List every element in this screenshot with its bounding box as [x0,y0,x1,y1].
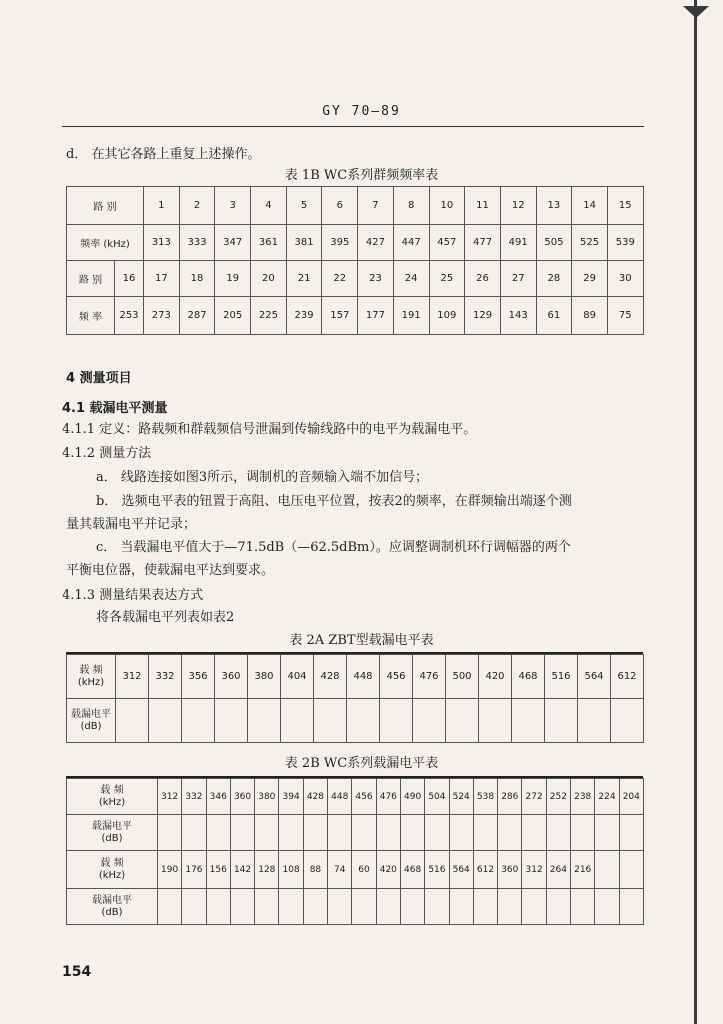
t1b-cell: 457 [429,225,465,261]
t2b-cell: 428 [303,779,327,815]
table-row [67,699,644,743]
table-row [67,851,644,889]
t2b-empty-cell [473,889,497,925]
t1b-cell: 2 [179,187,215,225]
t2b-cell: 312 [522,851,546,889]
step-b-line2: 量其载漏电平并记录； [66,517,197,532]
table-row [67,261,644,297]
t2a-cell: 516 [545,655,578,699]
t2b-cell: 286 [498,779,522,815]
t2b-cell: 108 [279,851,303,889]
table-row [67,225,644,261]
t1b-cell: 253 [115,297,144,335]
t2b-cell: 252 [546,779,570,815]
t2a-empty-cell [182,699,215,743]
t1b-cell: 27 [500,261,536,297]
t2b-level-label: 载漏电平 (dB) [67,815,158,851]
t2b-cell: 394 [279,779,303,815]
t2b-freq-label-2: 载 频 (kHz) [67,851,158,889]
t2b-cell: 272 [522,779,546,815]
table-row [67,187,644,225]
t2a-empty-cell [347,699,380,743]
t2b-cell: 456 [352,779,376,815]
t1b-cell: 15 [607,187,643,225]
t2b-cell: 74 [328,851,352,889]
t2a-empty-cell [446,699,479,743]
t2b-cell: 538 [473,779,497,815]
t1b-cell: 20 [251,261,287,297]
t2b-cell: 504 [425,779,449,815]
t1b-cell: 191 [393,297,429,335]
t2b-empty-cell [206,889,230,925]
t2b-empty-cell [158,815,182,851]
t1b-cell: 273 [144,297,180,335]
step-c-line1: c． 当载漏电平值大于—71.5dB（—62.5dBm）。应调整调制机环行调幅器的两个 [96,540,571,555]
t1b-cell: 7 [358,187,394,225]
t2b-empty-cell [230,815,254,851]
t1b-cell: 61 [536,297,572,335]
t2b-cell: 468 [400,851,424,889]
t1b-cell: 26 [465,261,501,297]
t2a-cell: 428 [314,655,347,699]
t2b-empty-cell [279,889,303,925]
t1b-cell: 4 [251,187,287,225]
t2b-empty-cell [303,889,327,925]
table-row [67,815,644,851]
t2b-cell: 332 [182,779,206,815]
t2b-empty-cell [449,889,473,925]
t2b-empty-cell [400,889,424,925]
t2b-cell: 238 [571,779,595,815]
t1b-cell: 22 [322,261,358,297]
t2b-cell [619,851,643,889]
t2b-empty-cell [352,889,376,925]
t2b-empty-cell [546,815,570,851]
t1b-row1-label: 路 别 [67,187,144,225]
t1b-cell: 11 [465,187,501,225]
t2a-cell: 500 [446,655,479,699]
t2b-freq-label: 载 频 (kHz) [67,779,158,815]
t1b-cell: 24 [393,261,429,297]
t2b-cell: 420 [376,851,400,889]
t2a-cell: 564 [578,655,611,699]
t1b-cell: 109 [429,297,465,335]
t2a-empty-cell [380,699,413,743]
t2b-empty-cell [182,889,206,925]
t2b-empty-cell [425,889,449,925]
t1b-cell: 18 [179,261,215,297]
t2a-cell: 456 [380,655,413,699]
clause-4-1-2: 4.1.2 测量方法 [62,446,152,461]
header-rule [62,126,644,127]
t2b-cell: 380 [255,779,279,815]
t1b-cell: 539 [607,225,643,261]
t2b-empty-cell [425,815,449,851]
table-2b-caption: 表 2B WC系列载漏电平表 [284,756,439,771]
t1b-cell: 16 [115,261,144,297]
t2b-cell: 360 [230,779,254,815]
t1b-cell: 8 [393,187,429,225]
t1b-cell: 75 [607,297,643,335]
t2b-empty-cell [352,815,376,851]
t2a-cell: 360 [215,655,248,699]
t1b-cell: 29 [572,261,608,297]
t2a-empty-cell [413,699,446,743]
t2a-empty-cell [314,699,347,743]
t1b-cell: 177 [358,297,394,335]
section-4-1-heading: 4.1 载漏电平测量 [62,401,168,416]
t1b-cell: 287 [179,297,215,335]
page-header: GY 70—89 [322,104,401,119]
t2b-cell: 524 [449,779,473,815]
t2a-cell: 468 [512,655,545,699]
t2b-cell: 142 [230,851,254,889]
t1b-cell: 6 [322,187,358,225]
t2a-cell: 420 [479,655,512,699]
t2b-cell: 346 [206,779,230,815]
t2b-cell: 360 [498,851,522,889]
t2b-cell: 156 [206,851,230,889]
table-row [67,779,644,815]
t1b-cell: 239 [286,297,322,335]
t2a-empty-cell [578,699,611,743]
t2b-empty-cell [158,889,182,925]
t1b-cell: 333 [179,225,215,261]
t2a-empty-cell [512,699,545,743]
t1b-cell: 525 [572,225,608,261]
t2b-empty-cell [498,815,522,851]
t2b-empty-cell [449,815,473,851]
table-2b [66,778,644,925]
t1b-cell: 491 [500,225,536,261]
t2b-empty-cell [182,815,206,851]
t1b-cell: 5 [286,187,322,225]
t2a-cell: 404 [281,655,314,699]
t2b-empty-cell [230,889,254,925]
t2a-cell: 380 [248,655,281,699]
t1b-cell: 1 [144,187,180,225]
t2a-empty-cell [545,699,578,743]
t2b-empty-cell [546,889,570,925]
t1b-cell: 347 [215,225,251,261]
t2b-cell: 516 [425,851,449,889]
t2a-empty-cell [248,699,281,743]
t2a-empty-cell [215,699,248,743]
t2b-empty-cell [376,815,400,851]
t1b-cell: 205 [215,297,251,335]
t2b-empty-cell [255,815,279,851]
t2a-empty-cell [116,699,149,743]
step-c-line2: 平衡电位器，使载漏电平达到要求。 [66,563,275,578]
t2b-cell: 612 [473,851,497,889]
t2a-cell: 612 [611,655,644,699]
t1b-row3-label: 路 别 [67,261,115,297]
t2b-empty-cell [595,815,619,851]
t2b-empty-cell [571,889,595,925]
t2b-empty-cell [619,889,643,925]
step-b-line1: b． 选频电平表的钮置于高阻、电压电平位置，按表2的频率，在群频输出端逐个测 [96,494,572,509]
table-2a [66,654,644,743]
t1b-cell: 129 [465,297,501,335]
clause-4-1-3: 4.1.3 测量结果表达方式 [62,588,204,603]
t2b-cell: 224 [595,779,619,815]
t1b-cell: 19 [215,261,251,297]
t1b-cell: 23 [358,261,394,297]
t1b-row2-label: 频率 (kHz) [67,225,144,261]
t2b-empty-cell [376,889,400,925]
table-row [67,297,644,335]
t2a-empty-cell [479,699,512,743]
t2b-empty-cell [303,815,327,851]
t2b-cell: 448 [328,779,352,815]
t1b-cell: 381 [286,225,322,261]
t2a-level-label: 载漏电平 (dB) [67,699,116,743]
table-row [67,655,644,699]
t2b-cell: 60 [352,851,376,889]
t1b-cell: 477 [465,225,501,261]
section-4-heading: 4 测量项目 [66,371,132,386]
t2b-cell: 490 [400,779,424,815]
t2a-cell: 332 [149,655,182,699]
t2b-empty-cell [619,815,643,851]
t2b-cell: 204 [619,779,643,815]
t2b-empty-cell [400,815,424,851]
clause-4-1-3-text: 将各载漏电平列表如表2 [96,610,235,625]
table-2a-caption: 表 2A ZBT型载漏电平表 [289,633,434,648]
t1b-cell: 28 [536,261,572,297]
t2b-cell: 128 [255,851,279,889]
t1b-cell: 395 [322,225,358,261]
t2a-empty-cell [149,699,182,743]
t1b-cell: 21 [286,261,322,297]
t2a-cell: 476 [413,655,446,699]
t1b-cell: 505 [536,225,572,261]
t1b-cell: 427 [358,225,394,261]
t2b-level-label-2: 载漏电平 (dB) [67,889,158,925]
t1b-cell: 10 [429,187,465,225]
step-d: d． 在其它各路上重复上述操作。 [66,147,261,162]
t2a-empty-cell [611,699,644,743]
t2a-cell: 356 [182,655,215,699]
t2b-cell: 88 [303,851,327,889]
t1b-cell: 25 [429,261,465,297]
page-number: 154 [62,964,92,980]
t1b-row4-label: 频 率 [67,297,115,335]
t2b-empty-cell [206,815,230,851]
t2b-empty-cell [328,815,352,851]
t2b-cell: 190 [158,851,182,889]
t2b-cell: 216 [571,851,595,889]
t2b-empty-cell [255,889,279,925]
t1b-cell: 12 [500,187,536,225]
t2a-freq-label: 载 频 (kHz) [67,655,116,699]
clause-4-1-1: 4.1.1 定义：路载频和群载频信号泄漏到传输线路中的电平为载漏电平。 [62,422,477,437]
t2b-empty-cell [595,889,619,925]
t2b-empty-cell [279,815,303,851]
t1b-cell: 3 [215,187,251,225]
t2b-empty-cell [522,889,546,925]
t1b-cell: 157 [322,297,358,335]
step-a: a． 线路连接如图3所示，调制机的音频输入端不加信号； [96,470,429,485]
t1b-cell: 30 [607,261,643,297]
t2b-empty-cell [473,815,497,851]
t2a-empty-cell [281,699,314,743]
t2a-cell: 312 [116,655,149,699]
t1b-cell: 89 [572,297,608,335]
t1b-cell: 17 [144,261,180,297]
t2b-cell: 476 [376,779,400,815]
t1b-cell: 447 [393,225,429,261]
t2b-cell: 564 [449,851,473,889]
t2b-cell: 176 [182,851,206,889]
t2b-empty-cell [522,815,546,851]
t1b-cell: 143 [500,297,536,335]
t2b-empty-cell [571,815,595,851]
table-row [67,889,644,925]
t1b-cell: 14 [572,187,608,225]
t2b-cell: 264 [546,851,570,889]
t1b-cell: 225 [251,297,287,335]
t2b-empty-cell [328,889,352,925]
table-1b [66,186,644,335]
table-1b-caption: 表 1B WC系列群频频率表 [284,168,439,183]
t2b-empty-cell [498,889,522,925]
t2b-cell: 312 [158,779,182,815]
t1b-cell: 313 [144,225,180,261]
t1b-cell: 361 [251,225,287,261]
t1b-cell: 13 [536,187,572,225]
t2b-cell [595,851,619,889]
t2a-cell: 448 [347,655,380,699]
